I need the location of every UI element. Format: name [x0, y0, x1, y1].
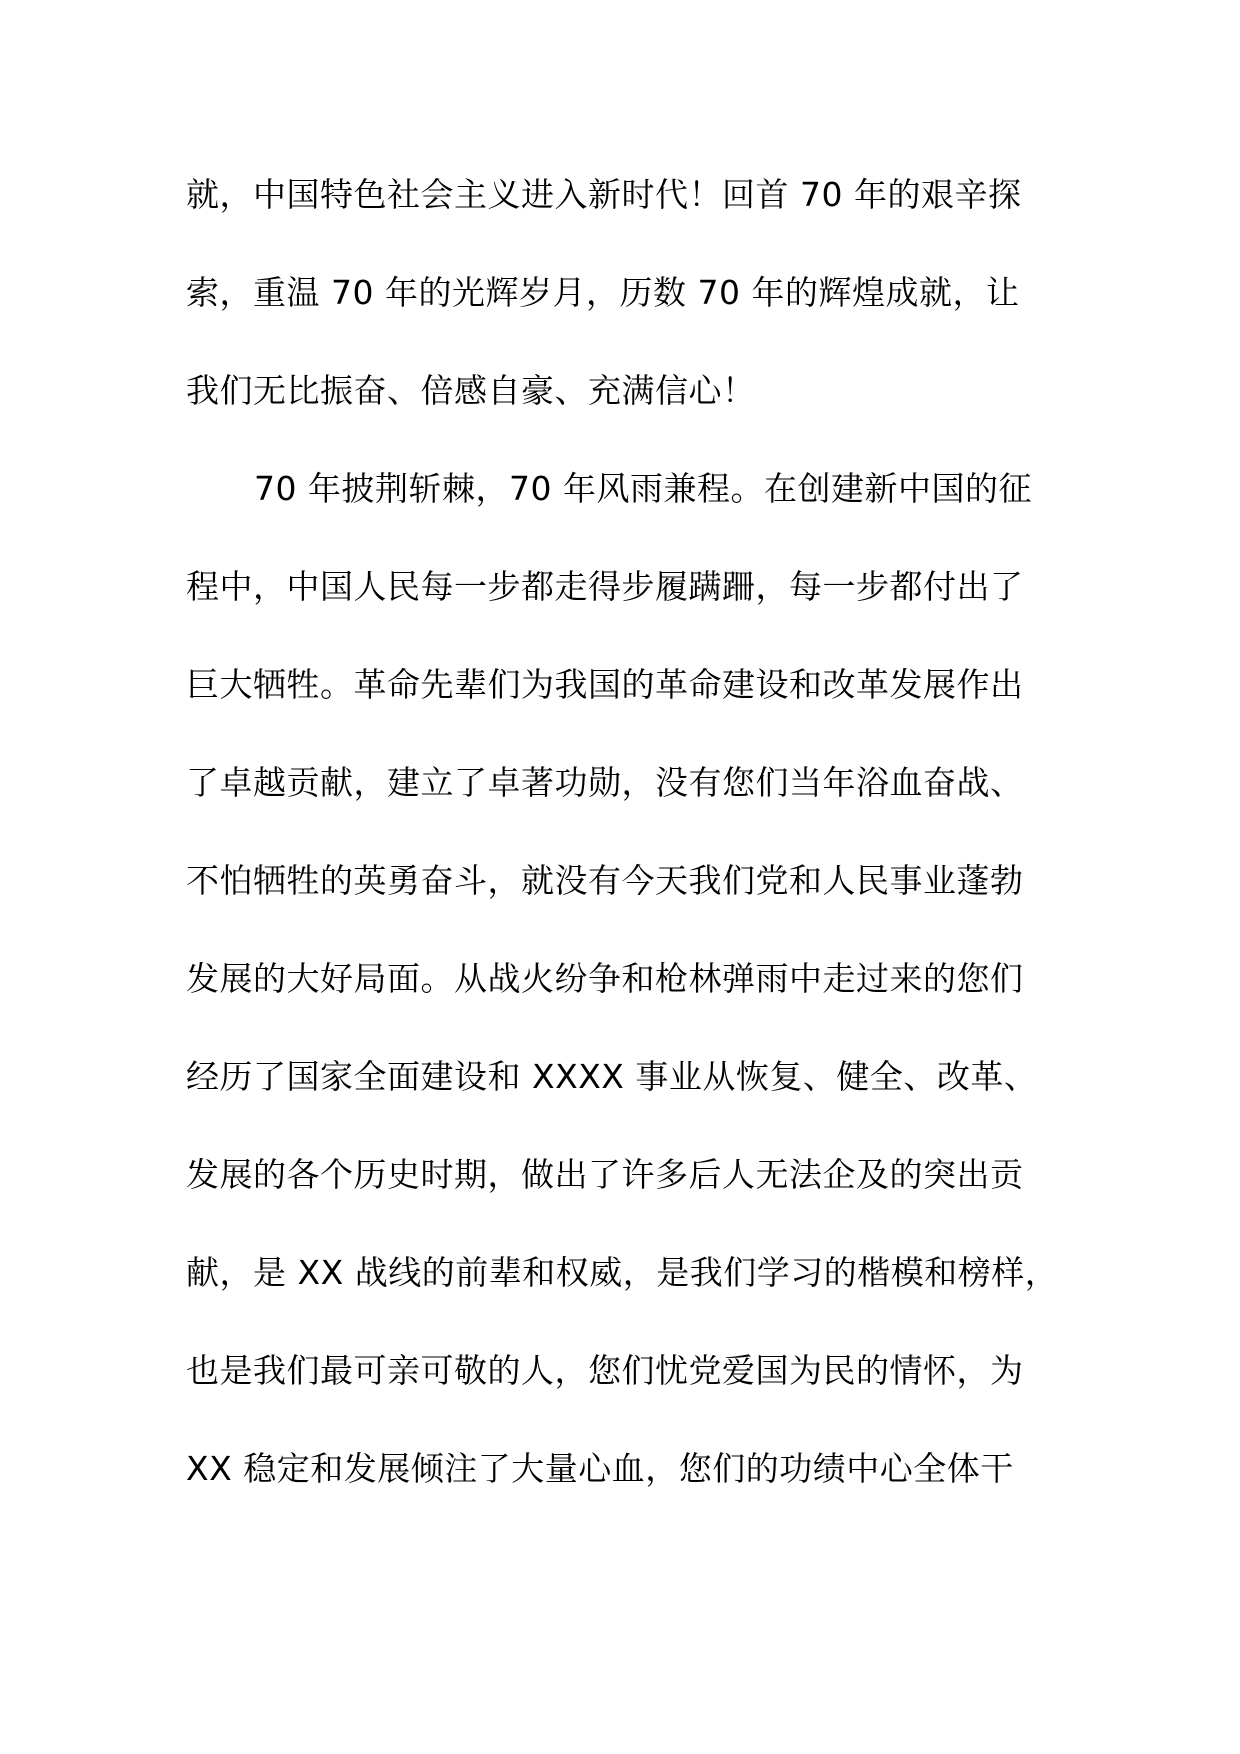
text-line: 巨大牺牲。革命先辈们为我国的革命建设和改革发展作出	[186, 665, 1024, 704]
text-line: 经历了国家全面建设和 XXXX 事业从恢复、健全、改革、	[186, 1057, 1038, 1096]
text-line: 不怕牺牲的英勇奋斗，就没有今天我们党和人民事业蓬勃	[186, 861, 1024, 900]
text-line: 索，重温 70 年的光辉岁月，历数 70 年的辉煌成就，让	[186, 273, 1020, 312]
text-line: 程中，中国人民每一步都走得步履蹒跚，每一步都付出了	[186, 567, 1024, 606]
text-line: XX 稳定和发展倾注了大量心血，您们的功绩中心全体干	[186, 1449, 1014, 1488]
text-line: 发展的各个历史时期，做出了许多后人无法企及的突出贡	[186, 1155, 1024, 1194]
text-line: 发展的大好局面。从战火纷争和枪林弹雨中走过来的您们	[186, 959, 1024, 998]
text-line: 就，中国特色社会主义进入新时代！回首 70 年的艰辛探	[186, 175, 1022, 214]
paragraph-first-line: 70 年披荆斩棘，70 年风雨兼程。在创建新中国的征	[254, 469, 1032, 508]
text-line: 献，是 XX 战线的前辈和权威，是我们学习的楷模和榜样，	[186, 1253, 1059, 1292]
text-line: 也是我们最可亲可敬的人，您们忧党爱国为民的情怀，为	[186, 1351, 1024, 1390]
body-text	[186, 170, 1086, 1542]
text-line: 我们无比振奋、倍感自豪、充满信心！	[186, 371, 756, 410]
text-line: 了卓越贡献，建立了卓著功勋，没有您们当年浴血奋战、	[186, 763, 1024, 802]
